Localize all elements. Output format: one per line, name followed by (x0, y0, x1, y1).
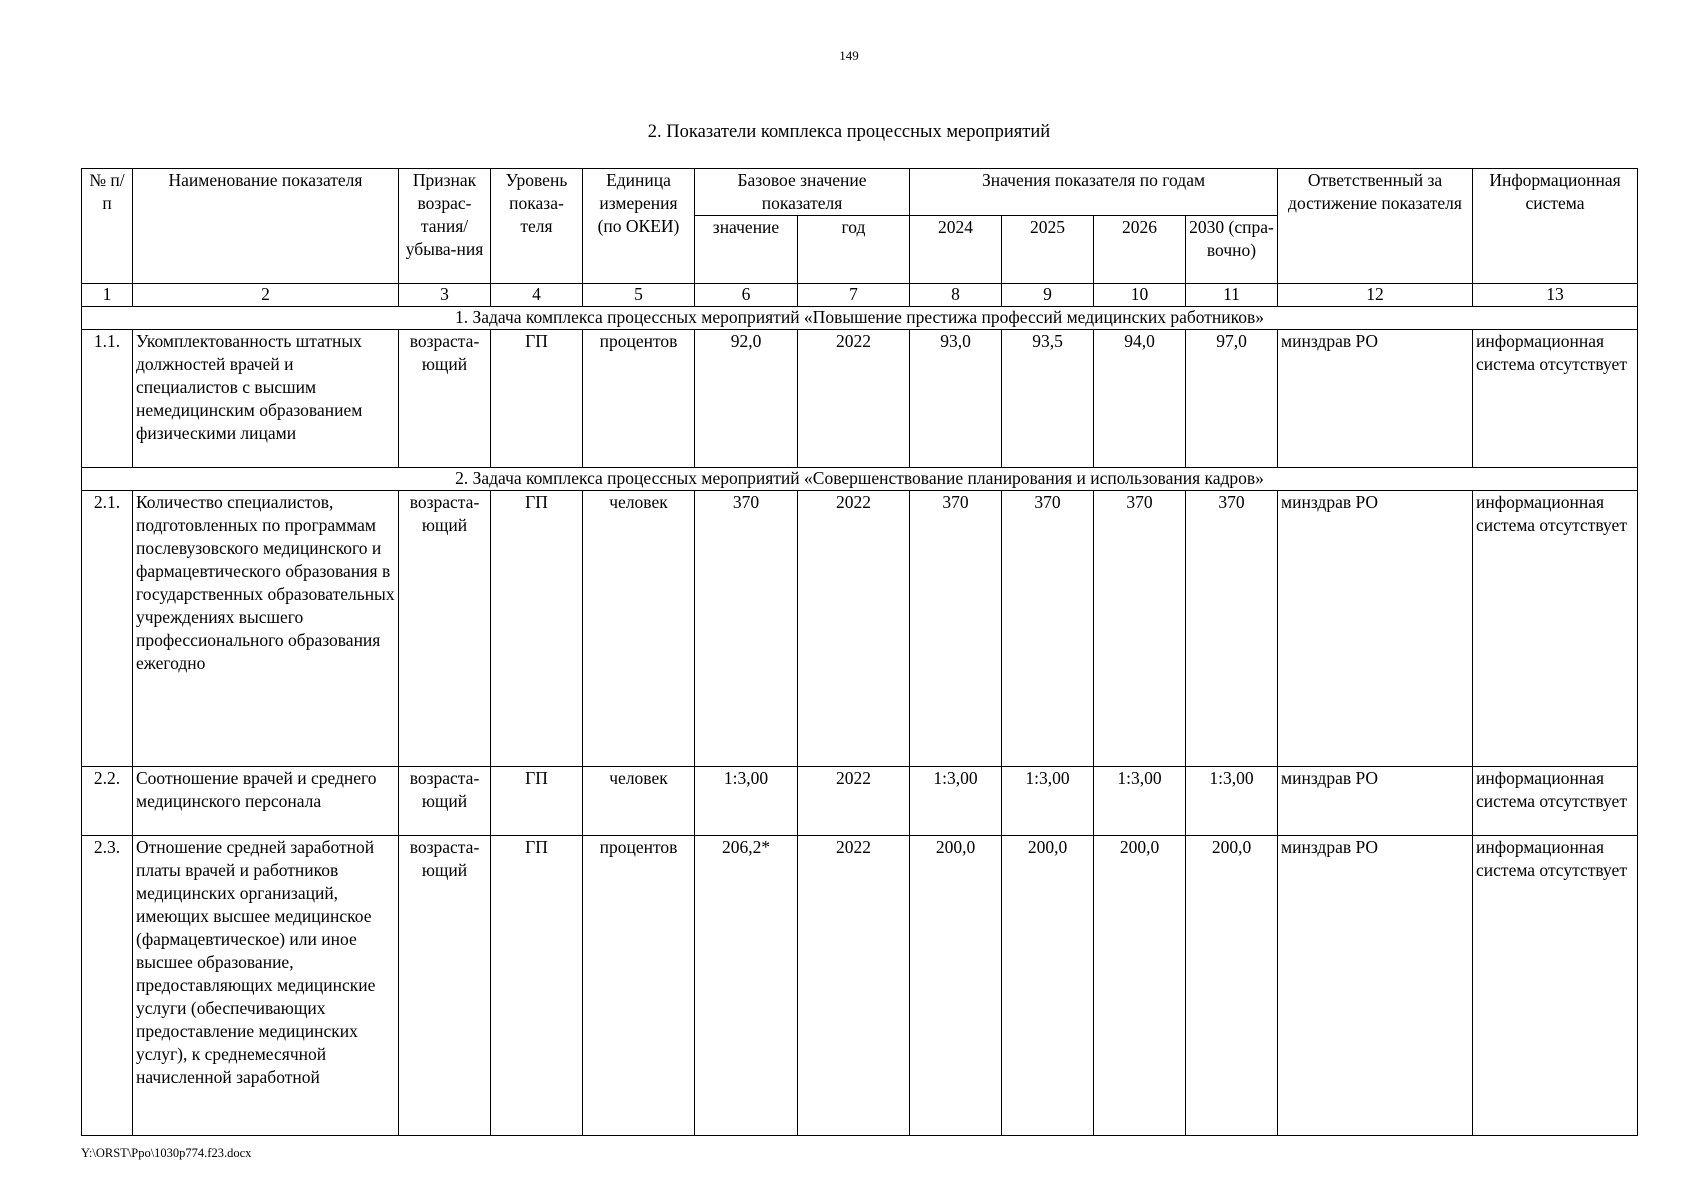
column-number: 2 (133, 284, 399, 307)
row-base-year: 2022 (798, 836, 910, 1136)
row-sign: возраста-ющий (399, 491, 491, 767)
row-2026: 94,0 (1094, 330, 1186, 468)
row-responsible: минздрав РО (1278, 330, 1473, 468)
row-sign: возраста-ющий (399, 330, 491, 468)
column-number: 13 (1473, 284, 1638, 307)
row-infosystem: информационная система отсутствует (1473, 491, 1638, 767)
column-number: 12 (1278, 284, 1473, 307)
header-base-year: год (798, 216, 910, 284)
header-year-2030: 2030 (спра-вочно) (1186, 216, 1278, 284)
header-infosystem: Информационная система (1473, 169, 1638, 284)
file-path-footer: Y:\ORST\Ppo\1030p774.f23.docx (81, 1146, 252, 1160)
row-level: ГП (491, 767, 583, 836)
row-infosystem: информационная система отсутствует (1473, 767, 1638, 836)
header-base: Базовое значение показателя (695, 169, 910, 216)
row-level: ГП (491, 836, 583, 1136)
row-num: 2.1. (82, 491, 133, 767)
row-2025: 93,5 (1002, 330, 1094, 468)
row-2025: 200,0 (1002, 836, 1094, 1136)
column-number: 1 (82, 284, 133, 307)
column-number: 3 (399, 284, 491, 307)
row-2030: 97,0 (1186, 330, 1278, 468)
table-row (82, 767, 1638, 836)
header-level: Уровень показа-теля (491, 169, 583, 284)
row-2026: 1:3,00 (1094, 767, 1186, 836)
table-row (82, 330, 1638, 468)
row-responsible: минздрав РО (1278, 836, 1473, 1136)
row-2024: 1:3,00 (910, 767, 1002, 836)
row-2025: 370 (1002, 491, 1094, 767)
row-infosystem: информационная система отсутствует (1473, 330, 1638, 468)
row-base-value: 370 (695, 491, 798, 767)
header-num: № п/п (82, 169, 133, 284)
row-num: 2.2. (82, 767, 133, 836)
row-num: 1.1. (82, 330, 133, 468)
row-responsible: минздрав РО (1278, 491, 1473, 767)
row-name: Отношение средней заработной платы врачей и работников медицинских организаций, имеющих высшее медицинское (фармацевтическое) или иное высшее образование, предоставляющих медицинские услуги (обеспечивающих предоставление медицинских услуг), к среднемесячной начисленной заработной (133, 836, 399, 1136)
page-number: 149 (839, 48, 859, 63)
row-base-year: 2022 (798, 491, 910, 767)
section-title: 2. Показатели комплекса процессных мероприятий (647, 122, 1051, 142)
row-2030: 200,0 (1186, 836, 1278, 1136)
header-responsible: Ответственный за достижение показателя (1278, 169, 1473, 284)
table-row (82, 491, 1638, 767)
row-2030: 370 (1186, 491, 1278, 767)
row-2030: 1:3,00 (1186, 767, 1278, 836)
section-heading: 2. Задача комплекса процессных мероприятий «Совершенствование планирования и использования кадров» (82, 468, 1638, 491)
row-sign: возраста-ющий (399, 767, 491, 836)
header-year-2025: 2025 (1002, 216, 1094, 284)
row-2024: 370 (910, 491, 1002, 767)
row-infosystem: информационная система отсутствует (1473, 836, 1638, 1136)
indicators-table (81, 168, 1638, 1136)
row-base-value: 206,2* (695, 836, 798, 1136)
row-2024: 200,0 (910, 836, 1002, 1136)
row-sign: возраста-ющий (399, 836, 491, 1136)
column-number: 11 (1186, 284, 1278, 307)
row-name: Количество специалистов, подготовленных по программам послевузовского медицинского и фармацевтического образования в государственных образовательных учреждениях высшего профессионального образования ежегодно (133, 491, 399, 767)
row-base-value: 92,0 (695, 330, 798, 468)
column-number: 10 (1094, 284, 1186, 307)
row-name: Укомплектованность штатных должностей врачей и специалистов с высшим немедицинским образованием физическими лицами (133, 330, 399, 468)
header-year-2024: 2024 (910, 216, 1002, 284)
row-2025: 1:3,00 (1002, 767, 1094, 836)
header-unit: Единица измерения (по ОКЕИ) (583, 169, 695, 284)
header-sign: Признак возрас-тания/ убыва-ния (399, 169, 491, 284)
column-number: 6 (695, 284, 798, 307)
column-number: 9 (1002, 284, 1094, 307)
header-years-group: Значения показателя по годам (910, 169, 1278, 216)
row-unit: процентов (583, 330, 695, 468)
row-base-value: 1:3,00 (695, 767, 798, 836)
row-unit: процентов (583, 836, 695, 1136)
row-2026: 200,0 (1094, 836, 1186, 1136)
table-row (82, 836, 1638, 1136)
header-name: Наименование показателя (133, 169, 399, 284)
row-unit: человек (583, 767, 695, 836)
row-name: Соотношение врачей и среднего медицинского персонала (133, 767, 399, 836)
column-number: 8 (910, 284, 1002, 307)
row-base-year: 2022 (798, 330, 910, 468)
row-responsible: минздрав РО (1278, 767, 1473, 836)
row-level: ГП (491, 330, 583, 468)
row-unit: человек (583, 491, 695, 767)
header-year-2026: 2026 (1094, 216, 1186, 284)
column-number: 4 (491, 284, 583, 307)
row-2026: 370 (1094, 491, 1186, 767)
row-num: 2.3. (82, 836, 133, 1136)
row-2024: 93,0 (910, 330, 1002, 468)
column-number: 5 (583, 284, 695, 307)
header-base-value: значение (695, 216, 798, 284)
section-heading: 1. Задача комплекса процессных мероприятий «Повышение престижа профессий медицинских работников» (82, 307, 1638, 330)
row-level: ГП (491, 491, 583, 767)
column-number: 7 (798, 284, 910, 307)
row-base-year: 2022 (798, 767, 910, 836)
